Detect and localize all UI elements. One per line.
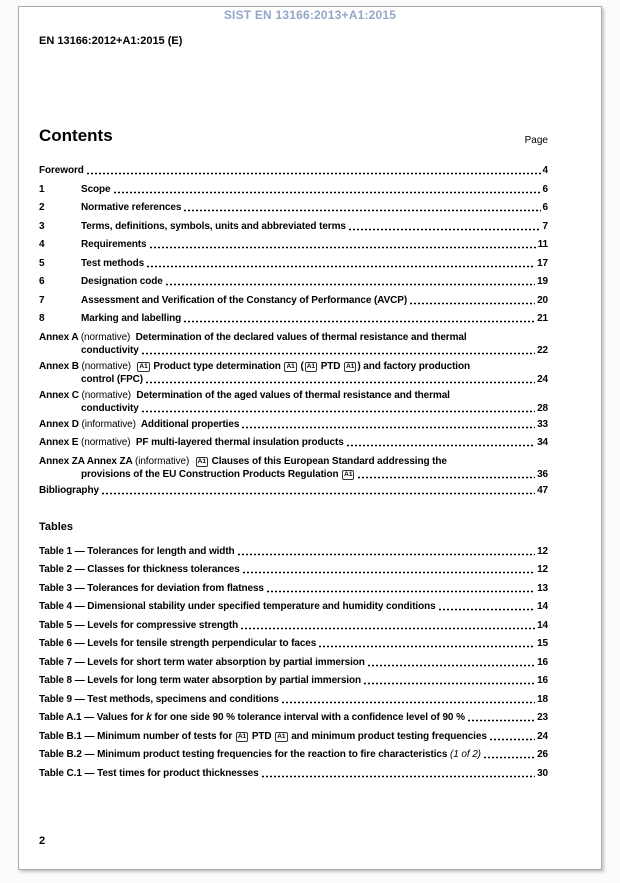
toc-line	[81, 312, 548, 325]
toc-page-number: 47	[537, 484, 548, 496]
dotted-leader	[242, 572, 535, 574]
toc-text-segment: Determination of the aged values of thermal resistance and thermal	[131, 389, 450, 401]
toc-entry-title	[39, 563, 240, 576]
toc-page-number: 14	[537, 619, 548, 631]
toc-entry-title	[39, 418, 239, 431]
toc-text-segment: Assessment and Verification of the Constancy of Performance (AVCP)	[81, 294, 408, 306]
toc-text-segment: Table 5 — Levels for compressive strength	[39, 619, 239, 631]
toc-entry	[39, 730, 548, 743]
toc-entry-title	[81, 275, 163, 288]
toc-text-segment: (	[297, 360, 304, 372]
toc-entry-body	[39, 582, 548, 595]
amendment-a1-marker-icon: A1	[139, 362, 148, 370]
toc-line	[39, 563, 548, 576]
toc-entry-title	[39, 361, 470, 372]
toc-page-number: 7	[542, 220, 548, 232]
toc-entry	[39, 220, 548, 233]
toc-text-segment: for one side 90 % tolerance interval with a confidence level of 90 %	[151, 712, 465, 723]
toc-line	[39, 402, 548, 415]
toc-text-segment: Table A.1 — Values for	[39, 712, 147, 723]
toc-text-segment: Requirements	[81, 239, 147, 250]
toc-entry	[39, 693, 548, 706]
contents-header	[39, 126, 548, 146]
toc-line	[39, 748, 548, 761]
toc-text-segment: conductivity	[81, 344, 139, 356]
toc-page-number: 13	[537, 582, 548, 594]
toc-page-number: 34	[537, 437, 548, 448]
toc-entry-title	[39, 600, 436, 613]
toc-entry-body	[39, 637, 548, 650]
document-reference: EN 13166:2012+A1:2015 (E)	[39, 35, 183, 47]
toc-entry-title	[81, 257, 144, 270]
toc-text-segment: Product type determination	[150, 360, 284, 372]
toc-entry	[39, 748, 548, 761]
toc-entry-title	[39, 637, 316, 650]
toc-text-segment: (informative)	[134, 455, 190, 467]
toc-entry	[39, 637, 548, 650]
toc-text-segment: Annex E	[39, 437, 81, 448]
toc-text-segment: Bibliography	[39, 484, 99, 496]
dotted-leader	[241, 426, 535, 428]
toc-page-number: 24	[537, 373, 548, 385]
dotted-leader	[483, 757, 535, 759]
page-number: 2	[39, 835, 46, 847]
dotted-leader	[149, 247, 536, 249]
toc-page-number: 20	[537, 294, 548, 306]
toc-entry-title	[39, 332, 467, 343]
toc-text-segment: Table B.2 — Minimum product testing frequencies for the reaction to fire characteristics	[39, 749, 451, 760]
toc-entry-title	[81, 468, 355, 481]
toc-page-number: 21	[537, 313, 548, 324]
toc-entry-body	[39, 455, 548, 481]
toc-entry-body	[39, 619, 548, 632]
toc-page-number: 16	[537, 656, 548, 668]
toc-entry-body	[39, 656, 548, 669]
toc-line	[39, 468, 548, 481]
dotted-leader	[165, 284, 535, 286]
dotted-leader	[261, 775, 536, 777]
toc-page-number: 33	[537, 418, 548, 430]
page-column-label: Page	[524, 135, 548, 146]
toc-entry-title	[39, 436, 344, 449]
amendment-a1-marker-icon: A1	[286, 362, 295, 370]
toc-entry-title	[39, 582, 264, 595]
dotted-leader	[438, 609, 535, 611]
toc-entry	[39, 360, 548, 386]
dotted-leader	[86, 173, 541, 175]
toc-line	[81, 257, 548, 270]
toc-main-list	[39, 164, 548, 497]
toc-entry-body	[39, 418, 548, 431]
toc-entry-title	[39, 656, 365, 669]
toc-text-segment: PTD	[318, 360, 344, 372]
watermark: SIST EN 13166:2013+A1:2015	[223, 8, 397, 22]
toc-entry	[39, 656, 548, 669]
toc-entry-number: 7	[39, 294, 45, 306]
amendment-a1-marker-icon: A1	[344, 470, 353, 478]
toc-line	[39, 418, 548, 431]
toc-line	[39, 455, 548, 468]
toc-text-segment: Test methods	[81, 257, 145, 269]
toc-line	[39, 637, 548, 650]
toc-entry	[39, 164, 548, 177]
dotted-leader	[141, 410, 535, 412]
tables-section-title: Tables	[39, 520, 74, 533]
dotted-leader	[367, 664, 535, 666]
toc-entry-title	[39, 674, 361, 687]
toc-line	[81, 294, 548, 307]
toc-line	[39, 373, 548, 386]
dotted-leader	[146, 265, 535, 267]
toc-entry-body	[39, 389, 548, 415]
dotted-leader	[357, 476, 535, 478]
toc-entry-title	[81, 201, 181, 214]
toc-text-segment: Table 7 — Levels for short term water absorption by partial immersion	[39, 656, 365, 668]
dotted-leader	[141, 352, 535, 354]
toc-entry-body	[39, 563, 548, 576]
dotted-leader	[101, 492, 535, 494]
toc-line	[39, 436, 548, 449]
dotted-leader	[281, 701, 535, 703]
toc-entry	[39, 275, 548, 288]
dotted-leader	[318, 646, 535, 648]
toc-entry	[39, 545, 548, 558]
toc-text-segment: Additional properties	[135, 418, 240, 430]
toc-text-segment: (normative)	[81, 437, 131, 448]
toc-text-segment: Table 4 — Dimensional stability under specified temperature and humidity conditions	[39, 601, 436, 612]
toc-text-segment: (normative)	[80, 331, 131, 343]
dotted-leader	[409, 302, 535, 304]
toc-entry	[39, 563, 548, 576]
toc-entry-title	[81, 183, 111, 196]
toc-entry-body	[81, 220, 548, 233]
toc-line	[39, 600, 548, 613]
toc-entry-title	[39, 767, 259, 780]
toc-line	[39, 619, 548, 632]
toc-entry-body	[39, 360, 548, 386]
toc-text-segment: provisions of the EU Construction Products Regulation	[81, 468, 342, 480]
toc-line	[39, 164, 548, 177]
toc-text-segment: Scope	[81, 183, 111, 195]
toc-text-segment: and minimum product testing frequencies	[288, 730, 487, 742]
toc-line	[81, 183, 548, 196]
toc-text-segment: Foreword	[39, 165, 84, 176]
toc-entry-body	[39, 331, 548, 357]
toc-entry	[39, 201, 548, 214]
toc-page-number: 36	[537, 468, 548, 480]
toc-entry-title	[81, 344, 139, 357]
dotted-leader	[113, 191, 541, 193]
toc-text-segment: Designation code	[81, 276, 163, 287]
toc-entry-title	[39, 730, 487, 743]
amendment-a1-marker-icon: A1	[306, 362, 316, 370]
dotted-leader	[346, 445, 535, 447]
toc-text-segment	[131, 361, 136, 372]
toc-text-segment: ) and factory production	[357, 360, 470, 372]
amendment-a1-marker-icon: A1	[197, 457, 206, 465]
toc-text-segment: Table 8 — Levels for long term water absorption by partial immersion	[39, 675, 361, 686]
toc-entry-number: 6	[39, 276, 45, 287]
contents-title: Contents	[39, 126, 113, 145]
toc-entry	[39, 711, 548, 724]
toc-entry-body	[39, 711, 548, 724]
toc-text-segment: PF multi-layered thermal insulation products	[130, 437, 344, 448]
toc-page-number: 19	[537, 276, 548, 287]
toc-entry-body	[81, 183, 548, 196]
toc-text-segment: Clauses of this European Standard addressing the	[208, 455, 447, 467]
toc-entry-title	[39, 484, 99, 497]
toc-entry-body	[39, 693, 548, 706]
toc-line	[39, 484, 548, 497]
toc-text-segment: conductivity	[81, 402, 139, 414]
document-page	[18, 6, 602, 870]
toc-text-segment: (normative)	[81, 360, 132, 372]
toc-text-segment: k	[146, 712, 152, 723]
toc-entry	[39, 257, 548, 270]
toc-entry-number: 5	[39, 257, 45, 269]
toc-page-number: 16	[537, 675, 548, 686]
toc-entry-title	[81, 294, 407, 307]
dotted-leader	[348, 228, 541, 230]
toc-text-segment: Annex C	[39, 389, 82, 401]
dotted-leader	[145, 381, 535, 383]
toc-entry	[39, 674, 548, 687]
toc-text-segment: (normative)	[81, 389, 132, 401]
toc-entry-number: 3	[39, 220, 45, 232]
toc-page-number: 6	[542, 202, 548, 213]
toc-line	[81, 275, 548, 288]
toc-entry	[39, 331, 548, 357]
toc-line	[39, 730, 548, 743]
page-content	[19, 7, 601, 780]
toc-entry-title	[39, 711, 465, 724]
toc-line	[39, 389, 548, 402]
toc-text-segment: Table B.1 — Minimum number of tests for	[39, 730, 235, 742]
toc-text-segment: (1 of 2)	[450, 749, 481, 760]
toc-entry-title	[39, 748, 481, 761]
toc-entry-title	[81, 238, 147, 251]
toc-text-segment: Table 6 — Levels for tensile strength perpendicular to faces	[39, 638, 317, 649]
toc-entry-number: 4	[39, 239, 45, 250]
toc-page-number: 23	[537, 712, 548, 723]
toc-entry-title	[81, 220, 346, 233]
toc-entry-number: 1	[39, 183, 45, 195]
toc-text-segment: Annex D	[39, 418, 82, 430]
dotted-leader	[489, 738, 535, 740]
toc-entry	[39, 389, 548, 415]
toc-page-number: 14	[537, 601, 548, 612]
toc-entry-title	[39, 390, 450, 401]
toc-line	[81, 220, 548, 233]
toc-entry-title	[81, 312, 181, 325]
toc-line	[39, 693, 548, 706]
toc-entry-body	[81, 257, 548, 270]
toc-text-segment: Table C.1 — Test times for product thicknesses	[39, 767, 259, 779]
toc-text-segment: Table 1 — Tolerances for length and width	[39, 545, 235, 557]
toc-page-number: 18	[537, 693, 548, 705]
toc-entry-body	[39, 164, 548, 177]
toc-page-number: 12	[537, 564, 548, 575]
toc-entry-number: 8	[39, 313, 45, 324]
toc-text-segment: Annex B	[39, 360, 82, 372]
toc-line	[39, 656, 548, 669]
toc-entry-title	[39, 545, 235, 558]
toc-page-number: 22	[537, 344, 548, 356]
toc-entry-body	[81, 312, 548, 325]
toc-entry-title	[39, 164, 84, 177]
toc-entry-body	[39, 545, 548, 558]
toc-text-segment: Determination of the declared values of thermal resistance and thermal	[130, 331, 467, 343]
toc-page-number: 6	[542, 183, 548, 195]
toc-line	[81, 201, 548, 214]
toc-line	[39, 331, 548, 344]
toc-page-number: 4	[542, 165, 548, 176]
toc-entry	[39, 183, 548, 196]
toc-entry-body	[39, 674, 548, 687]
toc-text-segment: control (FPC)	[81, 373, 144, 385]
toc-entry	[39, 600, 548, 613]
toc-entry-number: 2	[39, 202, 45, 213]
toc-entry	[39, 455, 548, 481]
toc-entry-body	[81, 294, 548, 307]
toc-line	[39, 545, 548, 558]
toc-entry-body	[39, 484, 548, 497]
toc-entry-body	[81, 238, 548, 251]
toc-entry-body	[39, 730, 548, 743]
toc-entry-title	[39, 693, 279, 706]
toc-text-segment: PTD	[249, 730, 275, 742]
dotted-leader	[240, 627, 535, 629]
toc-entry	[39, 767, 548, 780]
dotted-leader	[183, 210, 540, 212]
dotted-leader	[467, 720, 535, 722]
toc-entry-title	[81, 402, 139, 415]
toc-line	[39, 582, 548, 595]
toc-text-segment: Annex A	[39, 331, 81, 343]
toc-text-segment: Table 9 — Test methods, specimens and conditions	[39, 693, 279, 705]
toc-page-number: 28	[537, 402, 548, 414]
toc-page-number: 26	[537, 749, 548, 760]
toc-entry-body	[39, 767, 548, 780]
toc-entry-body	[39, 436, 548, 449]
toc-entry-body	[81, 275, 548, 288]
toc-line	[39, 711, 548, 724]
toc-entry	[39, 484, 548, 497]
toc-text-segment: Normative references	[81, 202, 182, 213]
toc-entry-title	[81, 373, 143, 386]
toc-page-number: 15	[537, 638, 548, 649]
toc-entry-title	[39, 456, 447, 467]
toc-line	[81, 238, 548, 251]
toc-text-segment: Table 2 — Classes for thickness tolerances	[39, 564, 240, 575]
toc-entry	[39, 418, 548, 431]
dotted-leader	[237, 553, 536, 555]
toc-entry	[39, 294, 548, 307]
toc-page-number: 30	[537, 767, 548, 779]
toc-tables-list	[39, 545, 548, 780]
toc-entry	[39, 582, 548, 595]
toc-page-number: 11	[537, 239, 548, 250]
toc-entry	[39, 312, 548, 325]
amendment-a1-marker-icon: A1	[277, 732, 286, 740]
toc-text-segment: (informative)	[81, 418, 136, 430]
toc-line	[39, 344, 548, 357]
toc-line	[39, 767, 548, 780]
toc-page-number: 17	[537, 257, 548, 269]
toc-text-segment: Terms, definitions, symbols, units and abbreviated terms	[81, 220, 346, 232]
toc-text-segment: Annex ZA Annex ZA	[39, 455, 135, 467]
toc-text-segment: Table 3 — Tolerances for deviation from flatness	[39, 582, 264, 594]
toc-entry-body	[81, 201, 548, 214]
dotted-leader	[363, 683, 535, 685]
toc-entry	[39, 238, 548, 251]
toc-entry-body	[39, 600, 548, 613]
dotted-leader	[266, 590, 535, 592]
toc-text-segment: Marking and labelling	[81, 313, 182, 324]
toc-text-segment	[189, 456, 194, 467]
toc-entry-title	[39, 619, 238, 632]
toc-page-number: 12	[537, 545, 548, 557]
amendment-a1-marker-icon: A1	[346, 362, 355, 370]
dotted-leader	[183, 321, 535, 323]
toc-line	[39, 674, 548, 687]
toc-line	[39, 360, 548, 373]
amendment-a1-marker-icon: A1	[237, 732, 247, 740]
toc-page-number: 24	[537, 730, 548, 742]
toc-entry-body	[39, 748, 548, 761]
toc-entry	[39, 436, 548, 449]
toc-entry	[39, 619, 548, 632]
